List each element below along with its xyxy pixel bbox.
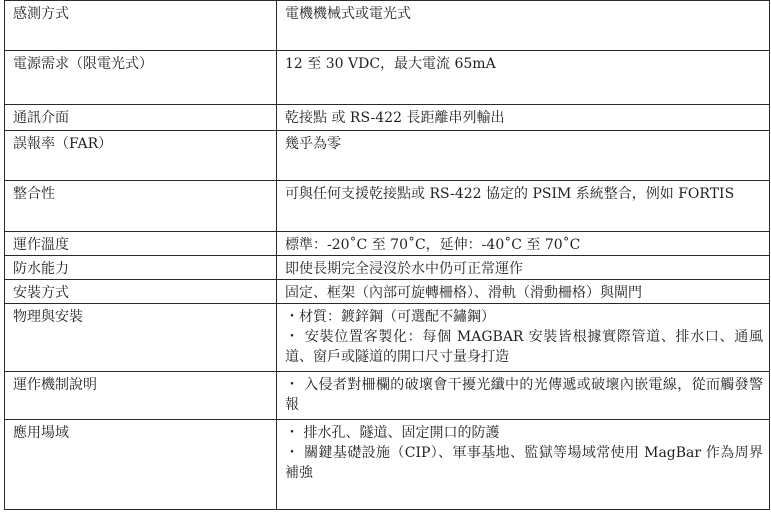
row-value: ・ 入侵者對柵欄的破壞會干擾光纖中的光傳遞或破壞內嵌電線，從而觸發警報 [277, 372, 770, 420]
row-label: 運作機制說明 [5, 372, 277, 420]
row-value: ・ 排水孔、隧道、固定開口的防護 ・ 關鍵基礎設施（CIP）、軍事基地、監獄等場域常使用 MagBar 作為周界補強 [277, 420, 770, 510]
row-label: 通訊介面 [5, 105, 277, 131]
table-row [5, 105, 770, 131]
row-label: 電源需求（限電光式） [5, 51, 277, 105]
row-label: 運作溫度 [5, 232, 277, 256]
row-value: 幾乎為零 [277, 131, 770, 181]
row-label: 應用場域 [5, 420, 277, 510]
row-value: 可與任何支援乾接點或 RS-422 協定的 PSIM 系統整合，例如 FORTIS [277, 181, 770, 232]
table-row [5, 1, 770, 51]
row-label: 防水能力 [5, 256, 277, 280]
specification-table [4, 0, 770, 510]
row-label: 整合性 [5, 181, 277, 232]
table-row [5, 51, 770, 105]
table-row [5, 131, 770, 181]
row-label: 誤報率（FAR） [5, 131, 277, 181]
table-row [5, 372, 770, 420]
table-row [5, 256, 770, 280]
row-value: 電機機械式或電光式 [277, 1, 770, 51]
row-value: 標準：-20˚C 至 70˚C，延伸：-40˚C 至 70˚C [277, 232, 770, 256]
row-value: 12 至 30 VDC，最大電流 65mA [277, 51, 770, 105]
row-label: 安裝方式 [5, 280, 277, 304]
table-row [5, 181, 770, 232]
row-value: 固定、框架（內部可旋轉柵格）、滑軌（滑動柵格）與閘門 [277, 280, 770, 304]
table-row [5, 280, 770, 304]
row-value: 即使長期完全浸沒於水中仍可正常運作 [277, 256, 770, 280]
row-label: 感測方式 [5, 1, 277, 51]
table-row [5, 232, 770, 256]
row-value: ・材質：鍍鋅鋼（可選配不鏽鋼） ・ 安裝位置客製化：每個 MAGBAR 安裝皆根據實際管道、排水口、通風道、窗戶或隧道的開口尺寸量身打造 [277, 304, 770, 372]
row-value: 乾接點 或 RS-422 長距離串列輸出 [277, 105, 770, 131]
table-row [5, 304, 770, 372]
table-row [5, 420, 770, 510]
row-label: 物理與安裝 [5, 304, 277, 372]
